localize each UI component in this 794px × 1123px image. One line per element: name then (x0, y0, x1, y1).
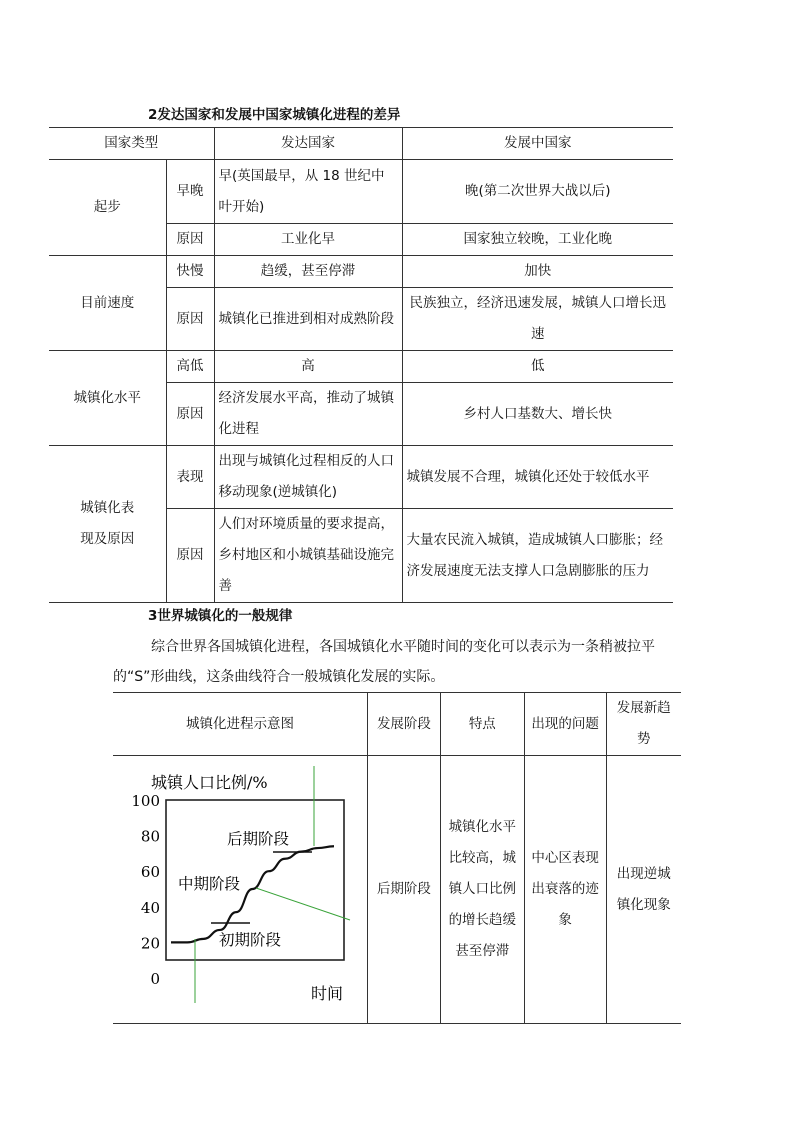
y-tick-label: 100 (131, 792, 160, 810)
group-label: 起步 (49, 160, 166, 256)
header-diagram: 城镇化进程示意图 (113, 693, 368, 756)
header-country-type: 国家类型 (49, 128, 214, 160)
table-header-row (49, 128, 673, 160)
header-feature: 特点 (440, 693, 524, 756)
header-problem: 出现的问题 (524, 693, 606, 756)
developing-cell: 大量农民流入城镇，造成城镇人口膨胀；经济发展速度无法支撑人口急剧膨胀的压力 (402, 509, 673, 603)
x-axis-label: 时间 (311, 984, 344, 1003)
comparison-table (49, 127, 673, 603)
table-row (49, 446, 673, 509)
developing-cell: 乡村人口基数大、增长快 (402, 383, 673, 446)
table-header-row (113, 693, 681, 756)
late-stage-label: 后期阶段 (227, 830, 290, 848)
data-line (171, 846, 334, 942)
table-row (49, 256, 673, 288)
aspect-label: 原因 (166, 288, 214, 351)
developed-cell: 经济发展水平高，推动了城镇化进程 (214, 383, 402, 446)
header-developing: 发展中国家 (402, 128, 673, 160)
table-row (113, 756, 681, 1024)
aspect-label: 原因 (166, 383, 214, 446)
header-developed: 发达国家 (214, 128, 402, 160)
aspect-label: 快慢 (166, 256, 214, 288)
problem-cell: 中心区表现出衰落的迹象 (524, 756, 606, 1024)
group-label: 目前速度 (49, 256, 166, 351)
header-trend: 发展新趋势 (606, 693, 681, 756)
trend-cell: 出现逆城镇化现象 (606, 756, 681, 1024)
middle-guide-line (256, 888, 350, 920)
developing-cell: 国家独立较晚，工业化晚 (402, 224, 673, 256)
table-row (49, 351, 673, 383)
developing-cell: 加快 (402, 256, 673, 288)
aspect-label: 表现 (166, 446, 214, 509)
early-stage-label: 初期阶段 (219, 931, 282, 949)
y-tick-label: 60 (140, 863, 160, 882)
header-stage: 发展阶段 (368, 693, 441, 756)
developed-cell: 高 (214, 351, 402, 383)
group-label: 城镇化表现及原因 (49, 446, 166, 603)
section-3-paragraph: 综合世界各国城镇化进程，各国城镇化水平随时间的变化可以表示为一条稍被拉平的“S”形曲线，这条曲线符合一般城镇化发展的实际。 (113, 639, 655, 685)
stage-cell: 后期阶段 (368, 756, 441, 1024)
aspect-label: 高低 (166, 351, 214, 383)
y-tick-label: 80 (140, 827, 160, 846)
developed-cell: 人们对环境质量的要求提高，乡村地区和小城镇基础设施完善 (214, 509, 402, 603)
section-2-title: 2发达国家和发展中国家城镇化进程的差异 (148, 107, 401, 123)
developing-cell: 民族独立，经济迅速发展，城镇人口增长迅速 (402, 288, 673, 351)
aspect-label: 原因 (166, 509, 214, 603)
middle-stage-label: 中期阶段 (178, 875, 241, 893)
developed-cell: 趋缓，甚至停滞 (214, 256, 402, 288)
developing-cell: 城镇发展不合理，城镇化还处于较低水平 (402, 446, 673, 509)
y-tick-label: 0 (150, 970, 160, 988)
developed-cell: 出现与城镇化过程相反的人口移动现象(逆城镇化) (214, 446, 402, 509)
developing-cell: 低 (402, 351, 673, 383)
table-row (49, 160, 673, 224)
developed-cell: 早(英国最早，从 18 世纪中叶开始) (214, 160, 402, 224)
developed-cell: 城镇化已推进到相对成熟阶段 (214, 288, 402, 351)
urbanization-s-curve-chart (113, 756, 367, 1011)
y-tick-label: 40 (140, 898, 160, 917)
developed-cell: 工业化早 (214, 224, 402, 256)
group-label: 城镇化水平 (49, 351, 166, 446)
aspect-label: 原因 (166, 224, 214, 256)
stage-table (113, 692, 681, 1024)
chart-cell (113, 756, 368, 1024)
y-axis-label: 城镇人口比例/% (151, 773, 268, 792)
y-tick-label: 20 (140, 934, 160, 953)
developing-cell: 晚(第二次世界大战以后) (402, 160, 673, 224)
aspect-label: 早晚 (166, 160, 214, 224)
section-3-title: 3世界城镇化的一般规律 (148, 608, 293, 624)
feature-cell: 城镇化水平比较高，城镇人口比例的增长趋缓甚至停滞 (440, 756, 524, 1024)
